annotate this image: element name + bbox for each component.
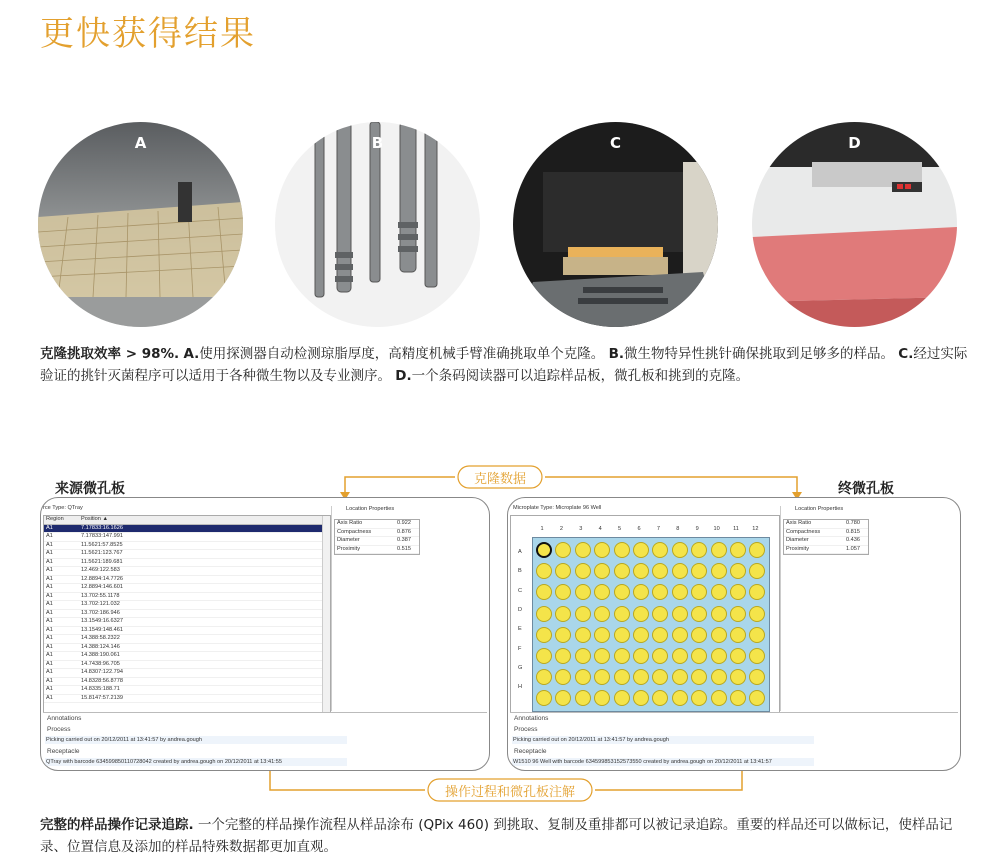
row-position: 14.388:190.061	[81, 652, 120, 658]
table-scrollbar[interactable]	[322, 516, 330, 712]
well-H12[interactable]	[749, 690, 765, 706]
location-properties-panel	[331, 506, 488, 711]
well-C9[interactable]	[691, 584, 707, 600]
table-row[interactable]	[44, 695, 330, 704]
well-G12[interactable]	[749, 669, 765, 685]
col-region-header[interactable]: Region	[46, 516, 64, 522]
source-plate-heading: 来源微孔板	[55, 481, 125, 497]
well-E2[interactable]	[555, 627, 571, 643]
well-H6[interactable]	[633, 690, 649, 706]
row-region: A1	[46, 694, 53, 701]
well-G2[interactable]	[555, 669, 571, 685]
table-row[interactable]	[44, 533, 330, 542]
property-row	[335, 537, 419, 546]
well-G6[interactable]	[633, 669, 649, 685]
caption2-text: 一个完整的样品操作流程从样品涂布 (QPix 460) 到挑取、复制及重排都可以被记录追踪。重要的样品还可以做标记，使样品记录、位置信息及添加的样品特殊数据都更加直观。	[40, 817, 953, 855]
well-B2[interactable]	[555, 563, 571, 579]
well-E3[interactable]	[575, 627, 591, 643]
row-position: 13.1549:16.6327	[81, 618, 123, 624]
photo-b-label: B	[371, 134, 384, 152]
well-B9[interactable]	[691, 563, 707, 579]
row-region: A1	[46, 584, 53, 590]
well-E8[interactable]	[672, 627, 688, 643]
plate-column-label: 12	[752, 526, 759, 532]
clone-table-header	[44, 516, 330, 525]
caption-lead: 克隆挑取效率 > 98%.	[40, 346, 180, 362]
dest-process-text: Picking carried out on 20/12/2011 at 13:41:57 by andrea.gough	[512, 736, 814, 744]
plate-row-label: G	[518, 664, 523, 671]
well-H5[interactable]	[614, 690, 630, 706]
well-C10[interactable]	[711, 584, 727, 600]
well-A8[interactable]	[672, 542, 688, 558]
plate-row-label: C	[518, 587, 523, 594]
property-row	[784, 546, 868, 555]
well-C12[interactable]	[749, 584, 765, 600]
well-D10[interactable]	[711, 606, 727, 622]
row-position: 7.17833:16.1626	[81, 524, 123, 531]
clone-table[interactable]	[43, 515, 331, 713]
table-row[interactable]	[44, 542, 330, 551]
well-F4[interactable]	[594, 648, 610, 664]
property-value: 0.815	[846, 528, 860, 535]
row-region: A1	[46, 643, 53, 650]
well-D4[interactable]	[594, 606, 610, 622]
dest-process-title: Process	[514, 726, 538, 733]
well-F6[interactable]	[633, 648, 649, 664]
plate-row-label: H	[518, 684, 523, 691]
property-name: Axis Ratio	[786, 520, 812, 526]
well-H3[interactable]	[575, 690, 591, 706]
dest-plate-heading: 终微孔板	[838, 481, 894, 497]
well-D3[interactable]	[575, 606, 591, 622]
well-F8[interactable]	[672, 648, 688, 664]
row-position: 7.17833:147.991	[81, 533, 123, 539]
well-G4[interactable]	[594, 669, 610, 685]
process-text: Picking carried out on 20/12/2011 at 13:41:57 by andrea.gough	[45, 736, 347, 744]
well-C5[interactable]	[614, 584, 630, 600]
table-row[interactable]	[44, 567, 330, 576]
well-B1[interactable]	[536, 563, 552, 579]
plate-column-label: 4	[598, 526, 602, 532]
plate-row-label: E	[518, 626, 522, 633]
dest-receptacle-title: Receptacle	[514, 748, 547, 755]
well-E12[interactable]	[749, 627, 765, 643]
well-H4[interactable]	[594, 690, 610, 706]
well-H8[interactable]	[672, 690, 688, 706]
well-G7[interactable]	[652, 669, 668, 685]
row-position: 14.8307:122.794	[81, 669, 123, 675]
table-row[interactable]	[44, 525, 330, 534]
row-region: A1	[46, 575, 53, 582]
property-value: 0.436	[846, 537, 860, 543]
well-H11[interactable]	[730, 690, 746, 706]
well-F7[interactable]	[652, 648, 668, 664]
clone-table-body	[44, 525, 330, 704]
property-row	[335, 529, 419, 538]
well-D7[interactable]	[652, 606, 668, 622]
well-G10[interactable]	[711, 669, 727, 685]
row-position: 14.388:58.2322	[81, 635, 120, 641]
well-C11[interactable]	[730, 584, 746, 600]
location-properties-title: Location Properties	[346, 506, 395, 512]
well-A4[interactable]	[594, 542, 610, 558]
well-D5[interactable]	[614, 606, 630, 622]
receptacle-text: QTray with barcode 634599850110728042 created by andrea.gough on 20/12/2011 at 13:41:55	[45, 758, 347, 766]
well-C7[interactable]	[652, 584, 668, 600]
well-A2[interactable]	[555, 542, 571, 558]
property-name: Axis Ratio	[337, 520, 363, 526]
table-row[interactable]	[44, 678, 330, 687]
row-region: A1	[46, 626, 53, 633]
row-position: 14.7438:96.705	[81, 660, 120, 667]
property-value: 0.876	[397, 528, 411, 535]
dest-annotations-title: Annotations	[514, 715, 549, 722]
well-D12[interactable]	[749, 606, 765, 622]
well-H2[interactable]	[555, 690, 571, 706]
well-B5[interactable]	[614, 563, 630, 579]
process-title: Process	[47, 726, 71, 733]
col-position-header[interactable]: Position ▲	[81, 516, 108, 522]
property-name: Compactness	[337, 528, 372, 535]
row-region: A1	[46, 635, 53, 641]
property-row	[335, 546, 419, 555]
dest-receptacle-text: W1510 96 Well with barcode 634599853152573550 created by andrea.gough on 20/12/2011 at 13:41:57	[512, 758, 814, 766]
source-plate-window	[40, 497, 490, 771]
well-H7[interactable]	[652, 690, 668, 706]
well-F3[interactable]	[575, 648, 591, 664]
row-region: A1	[46, 524, 53, 531]
plate-row-label: D	[518, 606, 523, 613]
plate-row-label: B	[518, 568, 522, 575]
plate-row-label: F	[518, 645, 522, 652]
well-E11[interactable]	[730, 627, 746, 643]
well-C8[interactable]	[672, 584, 688, 600]
row-region: A1	[46, 550, 53, 556]
well-G11[interactable]	[730, 669, 746, 685]
plate-column-label: 7	[656, 526, 660, 532]
well-D9[interactable]	[691, 606, 707, 622]
row-position: 15.8147:57.2139	[81, 694, 123, 701]
caption2-lead: 完整的样品操作记录追踪.	[40, 817, 194, 833]
receptacle-title: Receptacle	[47, 748, 80, 755]
property-name: Compactness	[786, 528, 821, 535]
well-G1[interactable]	[536, 669, 552, 685]
dest-plate-window	[507, 497, 961, 771]
table-row[interactable]	[44, 686, 330, 695]
annotations-title: Annotations	[47, 715, 82, 722]
well-A6[interactable]	[633, 542, 649, 558]
well-C3[interactable]	[575, 584, 591, 600]
well-E4[interactable]	[594, 627, 610, 643]
well-A10[interactable]	[711, 542, 727, 558]
well-F12[interactable]	[749, 648, 765, 664]
photo-a-label: A	[134, 134, 147, 152]
plate-column-label: 3	[579, 526, 583, 532]
row-position: 13.1549:148.461	[81, 626, 123, 633]
well-A1[interactable]	[536, 542, 552, 558]
table-row[interactable]	[44, 669, 330, 678]
well-B12[interactable]	[749, 563, 765, 579]
plate-view	[510, 515, 780, 713]
table-row[interactable]	[44, 627, 330, 636]
table-row[interactable]	[44, 559, 330, 568]
table-row[interactable]	[44, 610, 330, 619]
caption-d-text: 一个条码阅读器可以追踪样品板，微孔板和挑到的克隆。	[411, 368, 750, 384]
table-row[interactable]	[44, 584, 330, 593]
row-position: 12.8894:146.601	[81, 584, 123, 590]
photo-d-label: D	[848, 134, 861, 152]
property-name: Proximity	[337, 545, 360, 552]
row-position: 12.469:122.583	[81, 567, 120, 573]
row-position: 13.702:186.946	[81, 609, 120, 616]
row-region: A1	[46, 609, 53, 616]
property-row	[784, 537, 868, 546]
well-F5[interactable]	[614, 648, 630, 664]
caption-d-label: D.	[395, 368, 412, 384]
caption-a-text: 使用探测器自动检测琼脂厚度，高精度机械手臂准确挑取单个克隆。	[199, 346, 605, 362]
caption-a-label: A.	[183, 346, 200, 362]
property-value: 0.780	[846, 520, 860, 526]
row-region: A1	[46, 592, 53, 599]
row-position: 13.702:55.1178	[81, 592, 120, 599]
row-region: A1	[46, 533, 53, 539]
dest-location-properties-title: Location Properties	[795, 506, 844, 512]
well-F11[interactable]	[730, 648, 746, 664]
caption-b-text: 微生物特异性挑针确保挑取到足够多的样品。	[624, 346, 894, 362]
property-name: Diameter	[786, 537, 809, 543]
well-G3[interactable]	[575, 669, 591, 685]
well-D2[interactable]	[555, 606, 571, 622]
row-region: A1	[46, 660, 53, 667]
annotation-note-label: 操作过程和微孔板注解	[444, 785, 575, 800]
well-B7[interactable]	[652, 563, 668, 579]
table-row[interactable]	[44, 644, 330, 653]
table-row[interactable]	[44, 601, 330, 610]
well-E6[interactable]	[633, 627, 649, 643]
well-H10[interactable]	[711, 690, 727, 706]
dest-type-label: Microplate Type: Microplate 96 Well	[513, 505, 602, 511]
microplate-96	[532, 537, 770, 712]
row-position: 12.8894:14.7726	[81, 575, 123, 582]
well-G9[interactable]	[691, 669, 707, 685]
well-A5[interactable]	[614, 542, 630, 558]
well-C4[interactable]	[594, 584, 610, 600]
clone-data-label: 克隆数据	[473, 472, 526, 487]
well-F9[interactable]	[691, 648, 707, 664]
well-E1[interactable]	[536, 627, 552, 643]
photo-c-label: C	[609, 134, 621, 152]
table-row[interactable]	[44, 661, 330, 670]
well-A3[interactable]	[575, 542, 591, 558]
row-region: A1	[46, 567, 53, 573]
well-C2[interactable]	[555, 584, 571, 600]
well-B3[interactable]	[575, 563, 591, 579]
row-region: A1	[46, 541, 53, 548]
plate-column-label: 9	[695, 526, 699, 532]
row-position: 14.8328:56.8778	[81, 677, 123, 684]
row-position: 11.5621:189.681	[81, 558, 123, 565]
row-position: 11.5621:57.8525	[81, 541, 123, 548]
well-G5[interactable]	[614, 669, 630, 685]
row-region: A1	[46, 686, 53, 692]
row-position: 14.8335:188.71	[81, 686, 120, 692]
well-B11[interactable]	[730, 563, 746, 579]
row-position: 14.388:124.146	[81, 643, 120, 650]
row-position: 13.702:121.032	[81, 601, 120, 607]
property-name: Proximity	[786, 545, 809, 552]
dest-annotations-panel	[510, 712, 958, 766]
well-H1[interactable]	[536, 690, 552, 706]
plate-column-label: 1	[540, 526, 544, 532]
caption-b-label: B.	[608, 346, 624, 362]
plate-column-label: 11	[733, 526, 739, 532]
table-row[interactable]	[44, 593, 330, 602]
caption-tracking	[40, 814, 970, 858]
table-row[interactable]	[44, 635, 330, 644]
caption-c-text: 经过实际验证的挑针灭菌程序可以适用于各种微生物以及专业测序。	[40, 346, 968, 384]
annotations-panel	[43, 712, 487, 766]
plate-column-label: 6	[637, 526, 641, 532]
property-row	[784, 520, 868, 529]
well-A9[interactable]	[691, 542, 707, 558]
table-row[interactable]	[44, 550, 330, 559]
page-title: 更快获得结果	[40, 14, 256, 54]
well-D1[interactable]	[536, 606, 552, 622]
plate-column-label: 10	[713, 526, 720, 532]
property-value: 0.387	[397, 537, 411, 543]
caption-c-label: C.	[898, 346, 914, 362]
well-H9[interactable]	[691, 690, 707, 706]
location-properties-table	[334, 519, 420, 555]
well-G8[interactable]	[672, 669, 688, 685]
plate-column-label: 8	[676, 526, 680, 532]
dest-location-properties-panel	[780, 506, 959, 711]
row-region: A1	[46, 601, 53, 607]
property-value: 0.922	[397, 520, 411, 526]
well-C6[interactable]	[633, 584, 649, 600]
property-value: 1.057	[846, 545, 860, 552]
well-B4[interactable]	[594, 563, 610, 579]
row-position: 11.5621:123.767	[81, 550, 123, 556]
well-B10[interactable]	[711, 563, 727, 579]
property-row	[784, 529, 868, 538]
table-row[interactable]	[44, 618, 330, 627]
well-E7[interactable]	[652, 627, 668, 643]
table-row[interactable]	[44, 576, 330, 585]
property-name: Diameter	[337, 537, 360, 543]
well-D11[interactable]	[730, 606, 746, 622]
plate-row-label: A	[518, 549, 522, 555]
row-region: A1	[46, 669, 53, 675]
row-region: A1	[46, 618, 53, 624]
well-B8[interactable]	[672, 563, 688, 579]
plate-column-label: 5	[618, 526, 622, 532]
property-row	[335, 520, 419, 529]
row-region: A1	[46, 558, 53, 565]
well-E5[interactable]	[614, 627, 630, 643]
source-type-label: rce Type: QTray	[43, 505, 83, 511]
property-value: 0.515	[397, 545, 411, 552]
row-region: A1	[46, 677, 53, 684]
well-F10[interactable]	[711, 648, 727, 664]
table-row[interactable]	[44, 652, 330, 661]
dest-location-properties-table	[783, 519, 869, 555]
well-D8[interactable]	[672, 606, 688, 622]
well-C1[interactable]	[536, 584, 552, 600]
well-E10[interactable]	[711, 627, 727, 643]
plate-column-label: 2	[559, 526, 563, 532]
well-F1[interactable]	[536, 648, 552, 664]
well-A12[interactable]	[749, 542, 765, 558]
well-B6[interactable]	[633, 563, 649, 579]
well-A11[interactable]	[730, 542, 746, 558]
well-F2[interactable]	[555, 648, 571, 664]
well-A7[interactable]	[652, 542, 668, 558]
well-D6[interactable]	[633, 606, 649, 622]
row-region: A1	[46, 652, 53, 658]
well-E9[interactable]	[691, 627, 707, 643]
